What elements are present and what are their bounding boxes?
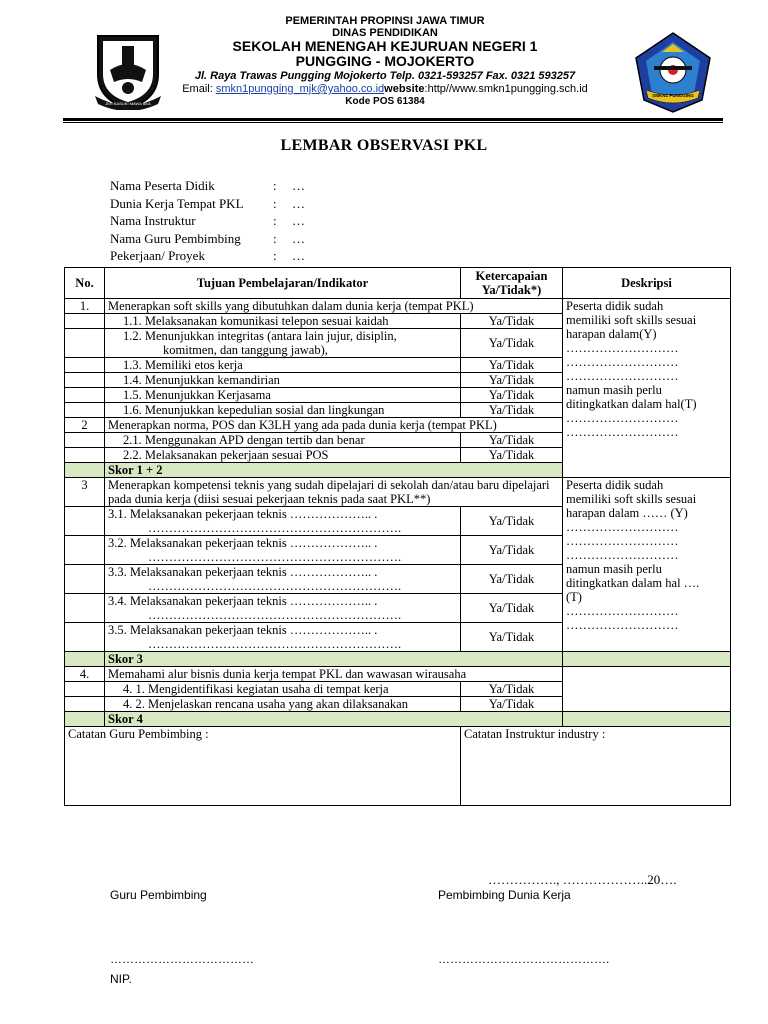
identity-value[interactable]: … xyxy=(292,230,305,246)
identity-colon: : xyxy=(273,248,277,263)
letterhead-rule-thin xyxy=(63,122,723,123)
desc-text: namun masih perlu xyxy=(566,383,662,397)
indicator-text: 4. 2. Menjelaskan rencana usaha yang akan dilaksanakan xyxy=(105,697,461,712)
right-logo-text: SMKN1 PUNGGING xyxy=(652,93,694,98)
table-row xyxy=(65,478,731,507)
score-row xyxy=(65,712,731,727)
achievement-choice[interactable]: Ya/Tidak xyxy=(461,373,563,388)
empty-cell xyxy=(563,652,731,667)
achievement-choice[interactable]: Ya/Tidak xyxy=(461,594,563,623)
email-link[interactable]: smkn1pungging_mjk@yahoo.co.id xyxy=(215,83,385,95)
industry-signature-label: Pembimbing Dunia Kerja xyxy=(438,888,571,902)
postcode: Kode POS 61384 xyxy=(345,96,425,107)
indicator-text: 4. 1. Mengidentifikasi kegiatan usaha di tempat kerja xyxy=(105,682,461,697)
desc-text: Peserta didik sudah xyxy=(566,299,664,313)
desc-dots: ……………………… xyxy=(566,534,679,548)
achievement-choice[interactable]: Ya/Tidak xyxy=(461,403,563,418)
indicator-text xyxy=(105,565,461,594)
desc-text: memiliki soft skills sesuai xyxy=(566,313,697,327)
empty-cell xyxy=(563,712,731,727)
desc-dots: ……………………… xyxy=(566,520,679,534)
empty-cell xyxy=(65,652,105,667)
empty-cell xyxy=(65,448,105,463)
identity-label: Nama Instruktur xyxy=(110,213,196,228)
empty-cell xyxy=(65,682,105,697)
achievement-choice[interactable]: Ya/Tidak xyxy=(461,433,563,448)
date-line[interactable]: ……………., ………………..20…. xyxy=(488,872,677,887)
indicator-line: 1.2. Menunjukkan integritas (antara lain jujur, disiplin, xyxy=(123,329,397,343)
achievement-choice[interactable]: Ya/Tidak xyxy=(461,448,563,463)
indicator-line-cont: ……………………………………………………. xyxy=(148,579,402,593)
indicator-line-cont: komitmen, dan tanggung jawab), xyxy=(163,343,328,357)
website-label: website xyxy=(384,83,425,95)
identity-colon: : xyxy=(273,195,277,211)
achievement-choice[interactable]: Ya/Tidak xyxy=(461,565,563,594)
empty-cell xyxy=(65,623,105,652)
desc-dots: ……………………… xyxy=(566,341,679,355)
header-goal: Tujuan Pembelajaran/Indikator xyxy=(105,268,461,299)
indicator-line: 3.3. Melaksanakan pekerjaan teknis ……………….. . xyxy=(108,565,378,579)
empty-cell xyxy=(65,314,105,329)
table-row xyxy=(65,299,731,314)
instructor-notes-label: Catatan Instruktur industry : xyxy=(464,727,606,741)
school-address: Jl. Raya Trawas Pungging Mojokerto Telp. 0321-593257 Fax. 0321 593257 xyxy=(194,70,576,82)
empty-cell xyxy=(65,697,105,712)
group-number: 2 xyxy=(65,418,105,433)
indicator-text: 2.1. Menggunakan APD dengan tertib dan benar xyxy=(105,433,461,448)
empty-cell xyxy=(65,536,105,565)
indicator-text xyxy=(105,594,461,623)
group-number: 1. xyxy=(65,299,105,314)
achievement-choice[interactable]: Ya/Tidak xyxy=(461,536,563,565)
score-label: Skor 4 xyxy=(105,712,563,727)
school-name: SEKOLAH MENENGAH KEJURUAN NEGERI 1 xyxy=(232,38,538,54)
teacher-notes-label: Catatan Guru Pembimbing : xyxy=(68,727,209,741)
school-emblem-icon xyxy=(632,30,714,114)
group-title: Menerapkan kompetensi teknis yang sudah dipelajari di sekolah dan/atau baru dipelajari pada dunia kerja (diisi sesuai pekerjaan teknis pada saat PKL**) xyxy=(105,478,563,507)
achievement-choice[interactable]: Ya/Tidak xyxy=(461,358,563,373)
teacher-signature-line[interactable]: ……………………………… xyxy=(110,952,254,966)
identity-colon: : xyxy=(273,230,277,246)
empty-cell xyxy=(65,433,105,448)
empty-cell xyxy=(65,712,105,727)
desc-dots: ……………………… xyxy=(566,425,679,439)
identity-value[interactable]: … xyxy=(292,213,305,228)
desc-text: Peserta didik sudah xyxy=(566,478,664,492)
letterhead-text xyxy=(150,15,620,108)
empty-cell xyxy=(65,507,105,536)
indicator-text xyxy=(105,623,461,652)
notes-row xyxy=(65,727,731,806)
score-label: Skor 1 + 2 xyxy=(105,463,563,478)
indicator-text: 1.6. Menunjukkan kepedulian sosial dan lingkungan xyxy=(105,403,461,418)
table-row xyxy=(65,667,731,682)
contact-line xyxy=(150,83,620,96)
achievement-choice[interactable]: Ya/Tidak xyxy=(461,682,563,697)
description-cell[interactable] xyxy=(563,299,731,478)
desc-dots: ……………………… xyxy=(566,411,679,425)
achievement-choice[interactable]: Ya/Tidak xyxy=(461,507,563,536)
industry-signature-line[interactable]: ……………………………………. xyxy=(438,952,610,966)
table-header-row xyxy=(65,268,731,299)
website-text: :http//www.smkn1pungging.sch.id xyxy=(424,83,588,95)
description-cell[interactable] xyxy=(563,478,731,652)
teacher-signature-label: Guru Pembimbing xyxy=(110,888,207,902)
indicator-line-cont: ……………………………………………………. xyxy=(148,550,402,564)
indicator-line-cont: ……………………………………………………. xyxy=(148,608,402,622)
indicator-text: 1.4. Menunjukkan kemandirian xyxy=(105,373,461,388)
indicator-text xyxy=(105,536,461,565)
left-logo-text: JER BASUKI MAWA BEA xyxy=(105,101,151,106)
header-achievement: Ketercapaian Ya/Tidak*) xyxy=(461,268,563,299)
desc-dots: ……………………… xyxy=(566,604,679,618)
nip-label: NIP. xyxy=(110,972,132,986)
letterhead-rule-thick xyxy=(63,118,723,121)
email-label: Email: xyxy=(182,83,216,95)
indicator-text xyxy=(105,507,461,536)
empty-cell xyxy=(65,403,105,418)
teacher-notes-field[interactable] xyxy=(65,727,461,806)
indicator-line-cont: ……………………………………………………. xyxy=(148,637,402,651)
desc-dots: ……………………… xyxy=(566,355,679,369)
indicator-line: 3.1. Melaksanakan pekerjaan teknis ……………….. . xyxy=(108,507,378,521)
identity-value[interactable]: … xyxy=(292,195,305,211)
indicator-line-cont: ……………………………………………………. xyxy=(148,521,402,535)
dept-line: DINAS PENDIDIKAN xyxy=(332,27,438,39)
school-location: PUNGGING - MOJOKERTO xyxy=(295,53,475,69)
indicator-text xyxy=(105,329,461,358)
gov-line: PEMERINTAH PROPINSI JAWA TIMUR xyxy=(285,15,485,27)
instructor-notes-field[interactable] xyxy=(461,727,731,806)
header-description: Deskripsi xyxy=(563,268,731,299)
group-title: Memahami alur bisnis dunia kerja tempat PKL dan wawasan wirausaha xyxy=(105,667,563,682)
empty-cell xyxy=(65,388,105,403)
desc-text: harapan dalam …… (Y) xyxy=(566,506,688,520)
empty-cell xyxy=(65,358,105,373)
desc-text: namun masih perlu xyxy=(566,562,662,576)
empty-cell xyxy=(65,373,105,388)
group-title: Menerapkan norma, POS dan K3LH yang ada pada dunia kerja (tempat PKL) xyxy=(105,418,563,433)
group-number: 4. xyxy=(65,667,105,682)
identity-value[interactable]: … xyxy=(292,248,305,263)
empty-cell xyxy=(65,463,105,478)
group-title: Menerapkan soft skills yang dibutuhkan dalam dunia kerja (tempat PKL) xyxy=(105,299,563,314)
achievement-choice[interactable]: Ya/Tidak xyxy=(461,329,563,358)
identity-label: Pekerjaan/ Proyek xyxy=(110,248,205,263)
identity-value[interactable]: … xyxy=(292,178,305,193)
desc-text: ditingkatkan dalam hal …. xyxy=(566,576,700,590)
score-row xyxy=(65,652,731,667)
indicator-line: 3.4. Melaksanakan pekerjaan teknis ……………….. . xyxy=(108,594,378,608)
observation-table xyxy=(64,267,731,806)
achievement-choice[interactable]: Ya/Tidak xyxy=(461,697,563,712)
empty-cell xyxy=(65,565,105,594)
identity-colon: : xyxy=(273,178,277,193)
desc-text: (T) xyxy=(566,590,582,604)
identity-label: Dunia Kerja Tempat PKL xyxy=(110,195,244,211)
page-title: LEMBAR OBSERVASI PKL xyxy=(280,137,488,154)
desc-text: ditingkatkan dalam hal(T) xyxy=(566,397,697,411)
header-no: No. xyxy=(65,268,105,299)
indicator-text: 1.5. Menunjukkan Kerjasama xyxy=(105,388,461,403)
desc-text: memiliki soft skills sesuai xyxy=(566,492,697,506)
desc-dots: ……………………… xyxy=(566,618,679,632)
score-label: Skor 3 xyxy=(105,652,563,667)
identity-label: Nama Peserta Didik xyxy=(110,178,215,193)
achievement-choice[interactable]: Ya/Tidak xyxy=(461,314,563,329)
description-cell[interactable] xyxy=(563,667,731,712)
achievement-choice[interactable]: Ya/Tidak xyxy=(461,388,563,403)
identity-colon: : xyxy=(273,213,277,228)
letterhead xyxy=(0,0,768,130)
indicator-line: 3.5. Melaksanakan pekerjaan teknis ……………….. . xyxy=(108,623,378,637)
desc-dots: ……………………… xyxy=(566,369,679,383)
empty-cell xyxy=(65,594,105,623)
indicator-line: 3.2. Melaksanakan pekerjaan teknis ……………….. . xyxy=(108,536,378,550)
group-number: 3 xyxy=(65,478,105,507)
identity-label: Nama Guru Pembimbing xyxy=(110,230,241,246)
achievement-choice[interactable]: Ya/Tidak xyxy=(461,623,563,652)
indicator-text: 1.1. Melaksanakan komunikasi telepon sesuai kaidah xyxy=(105,314,461,329)
desc-text: harapan dalam(Y) xyxy=(566,327,657,341)
indicator-text: 1.3. Memiliki etos kerja xyxy=(105,358,461,373)
indicator-text: 2.2. Melaksanakan pekerjaan sesuai POS xyxy=(105,448,461,463)
desc-dots: ……………………… xyxy=(566,548,679,562)
empty-cell xyxy=(65,329,105,358)
